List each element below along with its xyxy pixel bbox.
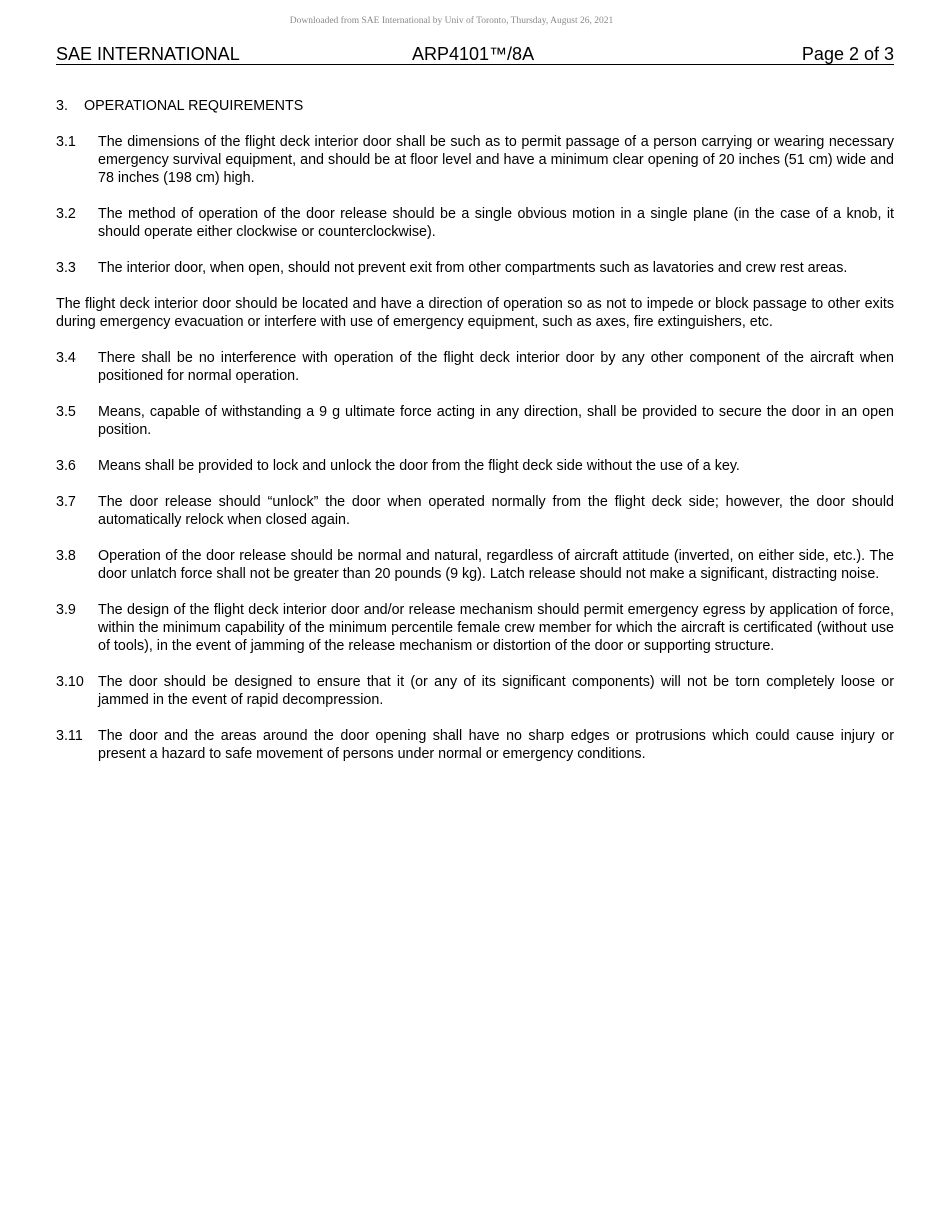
requirement-text: The interior door, when open, should not prevent exit from other compartments such as lavatories and crew rest areas.	[98, 260, 848, 276]
requirement-number: 3.9	[56, 602, 76, 618]
document-body	[56, 97, 894, 781]
requirement-text: Means shall be provided to lock and unlock the door from the flight deck side without the use of a key.	[98, 458, 740, 474]
header-page-number: Page 2 of 3	[801, 44, 894, 64]
requirement-number: 3.1	[56, 134, 76, 150]
section-heading	[56, 97, 894, 115]
requirement-number: 3.7	[56, 494, 76, 510]
download-watermark: Downloaded from SAE International by Univ of Toronto, Thursday, August 26, 2021	[289, 16, 614, 26]
requirement-text: The method of operation of the door release should be a single obvious motion in a single plane (in the case of a knob, it should operate either clockwise or counterclockwise).	[98, 206, 894, 240]
requirement-number: 3.3	[56, 260, 76, 276]
requirement-text: The dimensions of the flight deck interior door shall be such as to permit passage of a person carrying or wearing necessary emergency survival equipment, and should be at floor level and have a minimum clear opening of 20 inches (51 cm) wide and 78 inches (198 cm) high.	[98, 134, 894, 186]
page-header	[56, 44, 894, 65]
requirement-number: 3.4	[56, 350, 76, 366]
requirement-text: There shall be no interference with operation of the flight deck interior door by any other component of the aircraft when positioned for normal operation.	[98, 350, 894, 384]
requirement-item	[56, 205, 894, 241]
requirement-number: 3.2	[56, 206, 76, 222]
section-number: 3.	[56, 98, 68, 114]
body-paragraph: The flight deck interior door should be located and have a direction of operation so as not to impede or block passage to other exits during emergency evacuation or interfere with use of emergency equipment, such as axes, fire extinguishers, etc.	[56, 296, 894, 330]
requirement-item	[56, 727, 894, 763]
requirement-item	[56, 493, 894, 529]
requirement-text: Operation of the door release should be normal and natural, regardless of aircraft attitude (inverted, on either side, etc.). The door unlatch force shall not be greater than 20 pounds (9 kg). Latch release should not make a significant, distracting noise.	[98, 548, 894, 582]
requirement-item	[56, 673, 894, 709]
requirement-text: The door release should “unlock” the door when operated normally from the flight deck side; however, the door should automatically relock when closed again.	[98, 494, 894, 528]
header-document-number: ARP4101™/8A	[412, 44, 535, 64]
requirement-item	[56, 133, 894, 187]
requirement-text: Means, capable of withstanding a 9 g ultimate force acting in any direction, shall be provided to secure the door in an open position.	[98, 404, 894, 438]
requirement-number: 3.11	[56, 728, 83, 744]
requirement-item	[56, 547, 894, 583]
requirement-number: 3.8	[56, 548, 76, 564]
requirement-item	[56, 457, 894, 475]
requirement-item	[56, 349, 894, 385]
requirement-text: The design of the flight deck interior door and/or release mechanism should permit emergency egress by application of force, within the minimum capability of the minimum percentile female crew member for which the aircraft is certificated (without use of tools), in the event of jamming of the release mechanism or distortion of the door or supporting structure.	[98, 602, 894, 654]
requirement-item	[56, 403, 894, 439]
requirement-item	[56, 601, 894, 655]
requirement-number: 3.5	[56, 404, 76, 420]
requirement-item	[56, 259, 894, 277]
requirement-text: The door and the areas around the door opening shall have no sharp edges or protrusions which could cause injury or present a hazard to safe movement of persons under normal or emergency conditions.	[98, 728, 894, 762]
requirement-number: 3.10	[56, 674, 84, 690]
header-organization: SAE INTERNATIONAL	[56, 44, 240, 64]
section-title: OPERATIONAL REQUIREMENTS	[84, 98, 304, 114]
requirement-text: The door should be designed to ensure that it (or any of its significant components) will not be torn completely loose or jammed in the event of rapid decompression.	[98, 674, 894, 708]
requirement-number: 3.6	[56, 458, 76, 474]
